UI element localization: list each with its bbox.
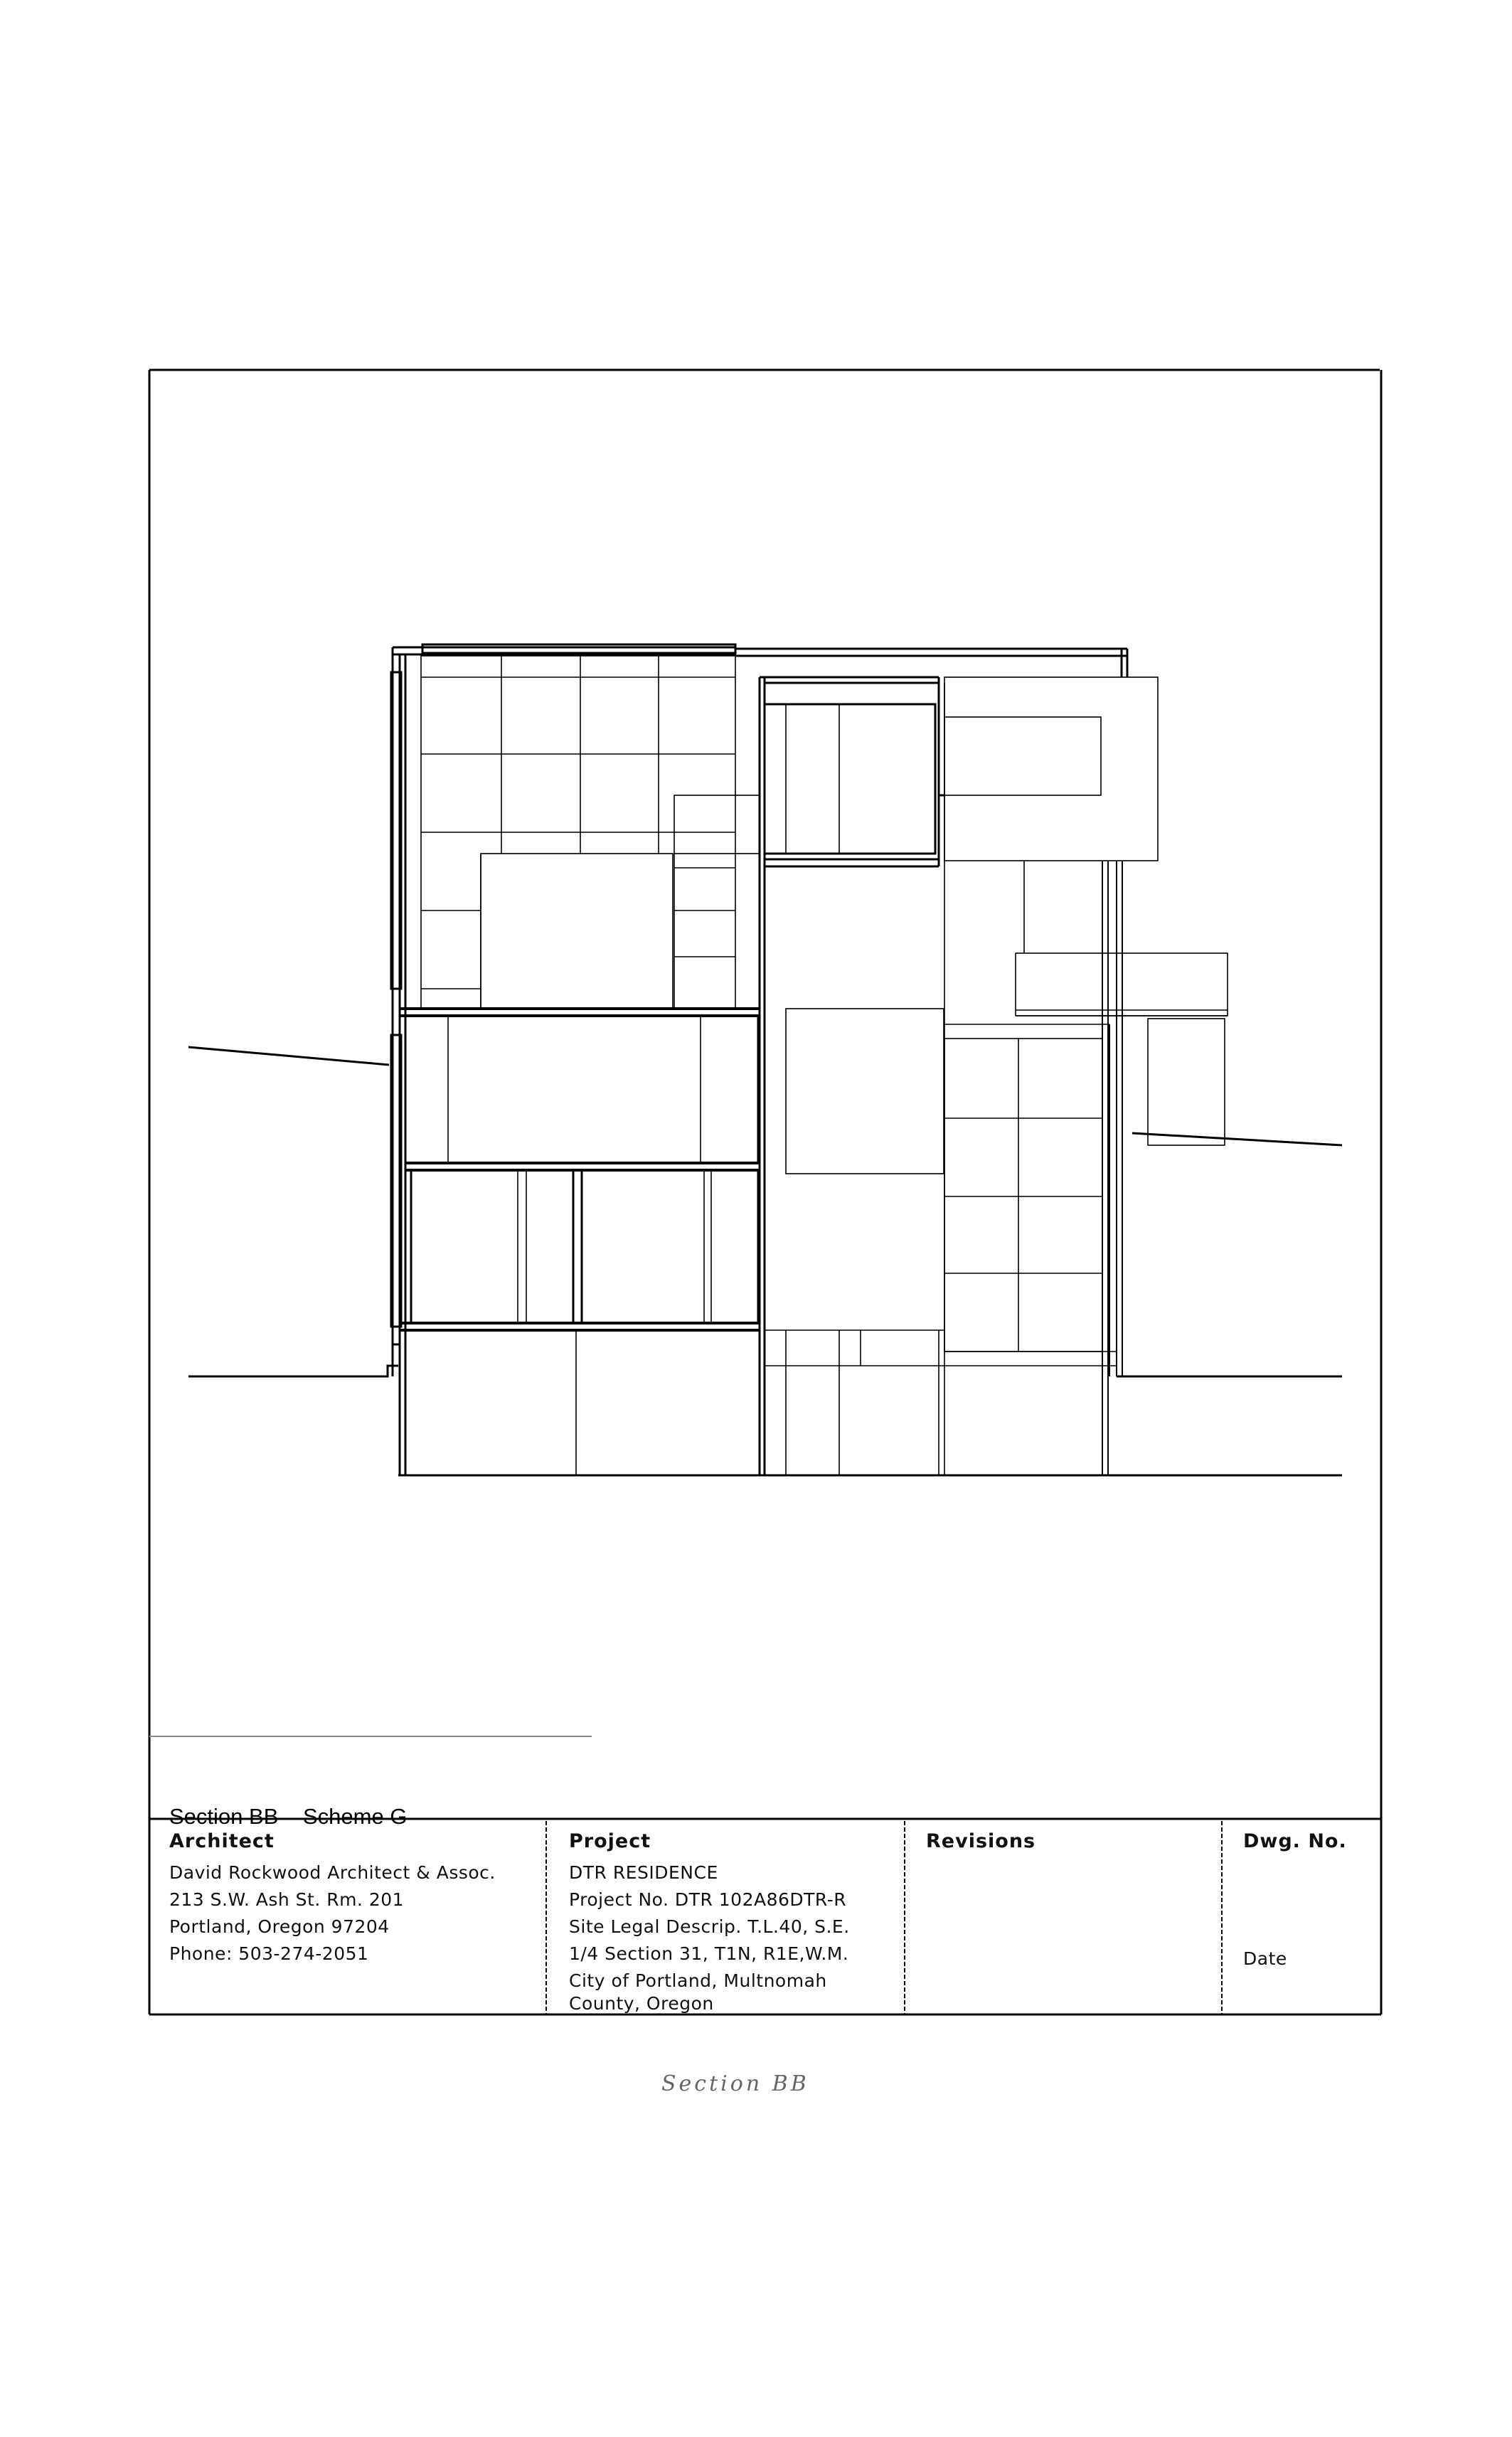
- project-line: DTR RESIDENCE: [569, 1862, 718, 1883]
- project-line: County, Oregon: [569, 1993, 714, 2014]
- roof-edges: [393, 644, 1127, 677]
- upper-left-window-grid: [421, 656, 735, 1009]
- section-name: Section BB: [169, 1804, 279, 1829]
- middle-left-room: [405, 1016, 758, 1163]
- central-panel: [786, 1009, 944, 1174]
- project-line: 1/4 Section 31, T1N, R1E,W.M.: [569, 1943, 849, 1964]
- right-upper-volumes: [944, 677, 1158, 1024]
- drawing-number-heading: Dwg. No.: [1243, 1830, 1347, 1852]
- drawing-title: [169, 1804, 425, 1830]
- architect-line: 213 S.W. Ash St. Rm. 201: [169, 1889, 405, 1910]
- project-line: City of Portland, Multnomah: [569, 1970, 827, 1991]
- architect-heading: Architect: [169, 1830, 275, 1852]
- right-window-grid: [944, 1039, 1117, 1352]
- date-label: Date: [1243, 1948, 1287, 1969]
- project-line: Project No. DTR 102A86DTR-R: [569, 1889, 847, 1910]
- scheme-name: Scheme G: [303, 1804, 408, 1829]
- upper-small-panes: [674, 795, 760, 1009]
- upper-left-large-panel: [481, 854, 673, 1009]
- architect-line: Portland, Oregon 97204: [169, 1916, 390, 1937]
- upper-center-panes: [786, 683, 944, 1475]
- architect-line: David Rockwood Architect & Assoc.: [169, 1862, 496, 1883]
- project-heading: Project: [569, 1830, 651, 1852]
- project-line: Site Legal Descrip. T.L.40, S.E.: [569, 1916, 850, 1937]
- revisions-heading: Revisions: [926, 1830, 1036, 1852]
- lower-left-room: [411, 1170, 758, 1323]
- left-exterior-wall: [391, 647, 405, 1475]
- central-core: [760, 677, 944, 1475]
- building-section: [391, 644, 1228, 1475]
- architect-line: Phone: 503-274-2051: [169, 1943, 369, 1964]
- handwritten-note: Section BB: [661, 2071, 809, 2096]
- ground-floor: [576, 1009, 760, 1475]
